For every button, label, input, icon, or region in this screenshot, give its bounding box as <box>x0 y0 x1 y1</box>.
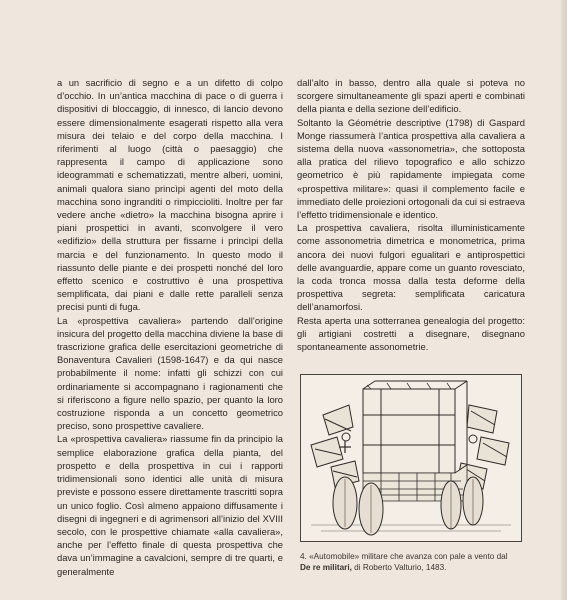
paragraph: La «prospettiva cavaliera» partendo dall’origine insicura del progetto della macchina diviene la base di trascrizione grafica delle esercitazioni geometriche di Bonaventura Cavalieri (1598-1647) e da qui nasce probabilmente il nome: infatti gli schizzi con cui ordinariamente si accompagnano i ragionamenti che si riferiscono a figure nello spazio, per quanto la loro costruzione risponda a un concetto geometrico preciso, sono prospettive cavaliere. <box>57 314 283 432</box>
page-edge <box>561 0 567 600</box>
paragraph: dall’alto in basso, dentro alla quale si poteva no scorgere simultaneamente gli spazi aperti e combinati della pianta e della sezione dell’edificio. <box>297 77 525 115</box>
paragraph: a un sacrificio di segno e a un difetto di colpo d’occhio. In un’antica macchina di pace o di guerra i dispositivi di bloccaggio, di innesco, di lancio devono essere dimensionalmente esagerati rispetto alla vera misura dei telaio e del corpo della macchina. I riferimenti al luogo (città o paesaggio) che rappresenta il campo di applicazione sono ideogrammati e schematizzati, mentre alberi, uomini, animali qualora siano princìpi agenti del moto della macchina sono ingranditi o rimpiccioliti. Inoltre per far vedere anche «dietro» la macchina bisogna aprire i piani prospettici in avanti, sconvolgere il vero «edifizio» della struttura per fissarne i princìpi della marcia e del funzionamento. In questo modo il riassunto delle piante e dei prospetti nonché del loro effetto scenico e costruttivo è una prospettiva semplificata, dai piani e dalle rette paralleli senza precisi punti di fuga. <box>57 77 283 313</box>
paragraph: La «prospettiva cavaliera» riassume fin da principio la semplice elaborazione grafica della pianta, del prospetto e della prospettiva in cui i rapporti tridimensionali sono identici alle unità di misura previste e possono essere direttamente trascritti sopra un unico foglio. Così almeno appaiono diffusamente i disegni di ingegneri e di agrimensori all’inizio del XVIII secolo, con le prospettive chiamate «alla cavaliera», anche per l’effetto finale di questa prospettiva che dava un’immagine a cavalcioni, sempre di tre quarti, e generalmente <box>57 433 283 577</box>
caption-source-title: De re militari, <box>300 563 352 572</box>
figure-caption <box>300 551 530 573</box>
right-text-column <box>297 76 525 353</box>
left-text-column <box>57 76 283 578</box>
left-windmill-blades <box>311 405 359 487</box>
paragraph: Soltanto la Géométrie descriptive (1798) di Gaspard Monge riassumerà l’antica prospettiva alla cavaliera a sistema della nuova «assonometria», che sottoposta alla pratica del rilievo topografico e allo schizzo geometrico è più rapidamente impiegata come «prospettiva militare»: quasi il complemento facile e immediato delle proiezioni ortogonali da cui si estraeva l’effetto tridimensionale e identico. <box>297 116 525 221</box>
paragraph: Resta aperta una sotterranea genealogia del progetto: gli artigiani costretti a disegnare, disegnano spontaneamente assonometrie. <box>297 314 525 353</box>
caption-suffix: di Roberto Valturio, 1483. <box>351 563 447 572</box>
machine-frame <box>363 381 467 473</box>
paragraph: La prospettiva cavaliera, risolta illuministicamente come assonometria dimetrica e monometrica, prima ancora dei nuovi fulgori egualitari e antiprospettici delle avanguardie, appare come un guanto rovesciato, la coda tronca mossa dalla testa deforme della prospettiva segreta: semplificata caricatura dell’anamorfosi. <box>297 222 525 313</box>
woodcut-illustration <box>300 374 522 542</box>
caption-prefix: 4. «Automobile» militare che avanza con pale a vento dal <box>300 552 508 561</box>
